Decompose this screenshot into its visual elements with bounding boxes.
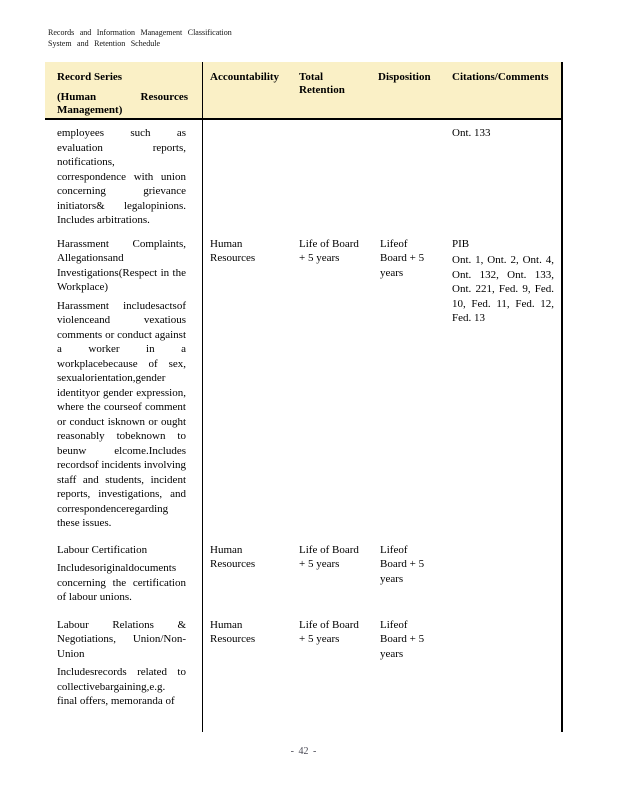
citations-label: PIB: [452, 237, 470, 250]
record-series-cell: [45, 126, 202, 228]
table-body: [45, 120, 562, 709]
citations-cell: [442, 543, 562, 605]
record-description: Includesoriginaldocuments concerning the certification of labour unions.: [57, 562, 186, 603]
citations-label: Ont. 133: [452, 127, 491, 139]
record-title: Labour Certification: [57, 543, 148, 556]
record-title: Harassment Complaints, Allegationsand Investigations(Respect in the Workplace): [57, 237, 186, 293]
accountability-cell: Human Resources: [210, 618, 256, 645]
column-divider: [202, 62, 203, 732]
accountability-cell: Human Resources: [210, 237, 256, 264]
accountability-cell: [202, 126, 292, 228]
citations-cell: [442, 618, 562, 709]
disposition-cell: Lifeof Board + 5 years: [380, 543, 425, 585]
page-number: - 42 -: [290, 746, 317, 757]
doc-header-line-1: Records and Information Management Classification: [48, 28, 232, 37]
header-accountability: Accountability: [210, 71, 280, 83]
header-citations: Citations/Comments: [452, 71, 549, 83]
record-row-continuation: [45, 126, 562, 228]
header-disposition: Disposition: [378, 71, 431, 83]
retention-cell: [292, 126, 370, 228]
record-series-cell: [45, 543, 202, 605]
citations-cell: [442, 126, 562, 228]
disposition-cell: [370, 126, 442, 228]
record-title: Labour Relations & Negotiations, Union/Non-Union: [57, 618, 186, 660]
accountability-cell: Human Resources: [210, 543, 256, 570]
retention-cell: Life of Board + 5 years: [299, 237, 359, 264]
record-series-cell: [45, 237, 202, 531]
citations-cell: [442, 237, 562, 531]
doc-header: [48, 27, 263, 49]
citations-text: Ont. 1, Ont. 2, Ont. 4, Ont. 132, Ont. 133, Ont. 221, Fed. 9, Fed. 10, Fed. 11, Fed. 12, Fed. 13: [452, 254, 554, 324]
record-row-labour-certification: [45, 543, 562, 605]
doc-header-line-2: System and Retention Schedule: [48, 39, 161, 48]
disposition-cell: Lifeof Board + 5 years: [380, 237, 425, 279]
table-right-border: [561, 62, 563, 732]
record-row-labour-relations: [45, 618, 562, 709]
disposition-cell: Lifeof Board + 5 years: [380, 618, 425, 660]
record-description: employees such as evaluation reports, notifications, correspondence with union concerning grievance initiators& legalopinions. Includes arbitrations.: [57, 127, 186, 226]
record-description: Includesrecords related to collectivebargaining,e.g. final offers, memoranda of: [57, 666, 186, 707]
header-record-series-title: Record Series: [57, 71, 123, 83]
record-description: Harassment includesactsof violenceand vexatious comments or conduct against a worker in a workplacebecause of sex, sexualorientation,gender identityor gender expression, where the courseof comment or conduct isknown or ought reasonably tobeknown to beunw elcome.Includes recordsof incidents involving staff and students, incident reports, investigations, and correspondenceregarding these issues.: [57, 299, 186, 529]
header-total-retention: Total Retention: [299, 71, 345, 96]
retention-cell: Life of Board + 5 years: [299, 543, 359, 570]
table-header: [45, 62, 562, 120]
retention-cell: Life of Board + 5 years: [299, 618, 359, 645]
record-series-cell: [45, 618, 202, 709]
record-row-harassment: [45, 237, 562, 531]
header-record-series: [45, 62, 202, 118]
header-record-series-subtitle: (Human Resources Management): [57, 91, 188, 116]
